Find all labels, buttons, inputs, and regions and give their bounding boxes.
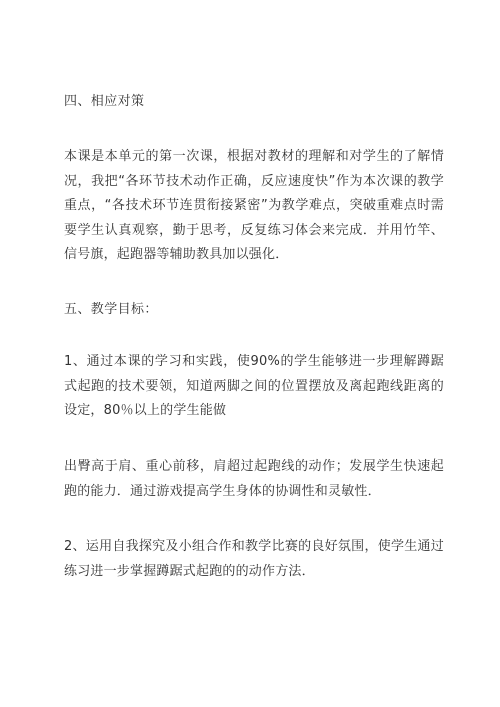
- section-heading-countermeasures: 四、相应对策: [64, 94, 145, 109]
- paragraph-strategy: 本课是本单元的第一次课，根据对教材的理解和对学生的了解情况，我把“各环节技术动作正确，反应速度快”作为本次课的教学重点，“各技术环节连贯衔接紧密”为教学难点，突破重难点时需要学生认真观察，勤于思考，反复练习体会来完成．并用竹竿、信号旗，起跑器等辅助教具加以强化．: [64, 149, 444, 263]
- objective-1-continuation-paragraph: 出臀高于肩、重心前移，肩超过起跑线的动作；发展学生快速起跑的能力．通过游戏提高学生身体的协调性和灵敏性．: [64, 459, 444, 499]
- section-heading-teaching-objectives: 五、教学目标：: [64, 302, 158, 317]
- objective-1-paragraph: 1、通过本课的学习和实践，使90%的学生能够进一步理解蹲踞式起跑的技术要领，知道两脚之间的位置摆放及离起跑线距离的设定，80％以上的学生能做: [64, 354, 444, 419]
- objective-2-paragraph: 2、运用自我探究及小组合作和教学比赛的良好氛围，使学生通过练习进一步掌握蹲踞式起跑的的动作方法．: [64, 539, 444, 579]
